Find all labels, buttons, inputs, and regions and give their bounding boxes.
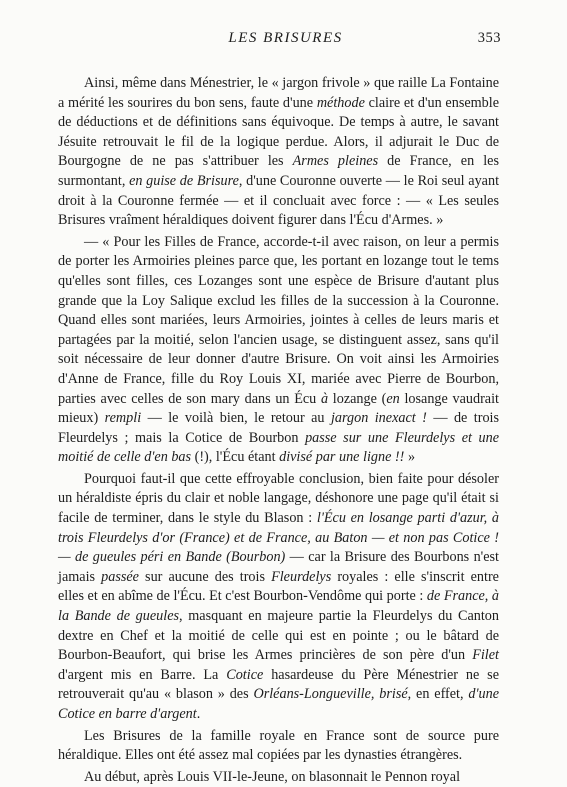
text-run: Pourquoi faut-il que cette effroyable conclusion, bien faite pour désoler un héraldiste épris du clair et noble langage, déshonore une page qu'il était si facile de terminer, dans le style du Blason : — [58, 470, 499, 527]
italic-text: Filet — [472, 647, 499, 664]
text-run: , d'une Couronne ouverte — le Roi seul ayant droit à la Couronne fermée — et il concluait avec force : — « Les seules Brisures vraîment héraldiques doivent figurer dans l'Écu d'Armes. » — [58, 172, 500, 229]
text-run: claire et d'un ensemble de déductions et de définitions sans équivoque. De temps à autre, le savant Jésuite retrouvait le fil de la logique perdue. Alors, il adjurait le Duc de Bourgogne de ne pas s'attribuer les — [58, 94, 500, 170]
body-text — [58, 74, 499, 787]
text-run: losange vaudrait mieux) — [58, 390, 499, 427]
paragraph — [58, 768, 499, 787]
text-run: de France, en les surmontant, — [58, 153, 499, 189]
paragraph — [58, 727, 499, 766]
text-run: , masquant en majeure partie la Fleurdelys du Canton dextre en Chef et la moitié de celle qui est en pointe ; ou le bâtard de Bourbon-Beaufort, qui brise les Armes princières de son père d'un — [58, 608, 499, 664]
text-run: — car la Brisure des Bourbons n'est jamais — [58, 549, 499, 585]
italic-text: à — [320, 390, 329, 407]
italic-text: passée — [101, 568, 139, 585]
text-run: sur aucune des trois — [138, 568, 272, 585]
paragraph — [58, 470, 499, 725]
text-run: (!), l'Écu étant — [191, 449, 280, 466]
page-header — [70, 30, 501, 52]
text-run: — de trois Fleurdelys ; mais la Cotice de Bourbon — [58, 410, 500, 446]
italic-text: Orléans-Longueville, brisé — [253, 686, 408, 703]
italic-text: passe sur une Fleurdelys et une moitié de celle d'en bas — [58, 429, 500, 466]
text-run: — « Pour les Filles de France, accorde-t-il avec raison, on leur a permis de porter les Armoiries pleines parce que, les portant en lozange tout le tems qu'elles sont filles, ces Lozanges sont une espèce de Brisure d'autant plus grande que la Loy Salique exclud les filles de la succession à la Couronne. Quand elles sont mariées, leurs Armoiries, jointes à celles de leurs maris et partagées par la moitié, selon l'ancien usage, se distinguent assez, sans qu'il soit nécessaire de leur donner d'autre Brisure. On voit ainsi les Armoiries d'Anne de France, fille du Roy Louis XI, mariée avec Pierre de Bourbon, parties avec celles de son mary dans un Écu — [58, 233, 499, 407]
text-run: , en effet, — [407, 686, 469, 703]
text-run: . — [196, 706, 201, 722]
text-run: Au début, après Louis VII-le-Jeune, on blasonnait le Pennon royal — [84, 768, 461, 785]
italic-text: Cotice — [226, 666, 264, 683]
text-run: Ainsi, même dans Ménestrier, le « jargon frivole » que raille La Fontaine a mérité les sourires du bon sens, faute d'une — [58, 75, 499, 111]
italic-text: Fleurdelys — [271, 568, 332, 585]
text-run: hasardeuse du Père Ménestrier ne se retrouverait qu'au « blason » des — [58, 666, 499, 703]
text-run: — le voilà bien, le retour au — [141, 410, 331, 427]
italic-text: Armes pleines — [292, 153, 379, 170]
italic-text: l'Écu en losange parti d'azur, à trois Fleurdelys d'or (France) et de France, au Baton — et non pas Cotice ! — de gueules péri en Bande (Bourbon) — [58, 510, 499, 566]
italic-text: de France, à la Bande de gueules — [58, 588, 499, 625]
paragraph — [58, 233, 499, 468]
running-title: LES BRISURES — [228, 30, 343, 46]
italic-text: méthode — [316, 94, 365, 111]
text-run: royales : elle s'inscrit entre elles et en abîme de l'Écu. Et c'est Bourbon-Vendôme qui porte : — [58, 568, 499, 605]
italic-text: divisé par une ligne !! — [279, 449, 405, 466]
text-run: Les Brisures de la famille royale en France sont de source pure héraldique. Elles ont été assez mal copiées par les dynasties étrangères. — [58, 727, 499, 764]
italic-text: rempli — [104, 410, 142, 427]
page-number: 353 — [477, 30, 501, 46]
text-run: lozange ( — [328, 390, 387, 407]
paragraph — [58, 74, 499, 231]
text-run: d'argent mis en Barre. La — [58, 666, 227, 683]
italic-text: en guise de Brisure — [129, 172, 239, 189]
text-run: » — [404, 449, 416, 466]
italic-text: d'une Cotice en barre d'argent — [58, 686, 500, 722]
italic-text: en — [386, 390, 400, 407]
italic-text: jargon inexact ! — [330, 410, 427, 427]
